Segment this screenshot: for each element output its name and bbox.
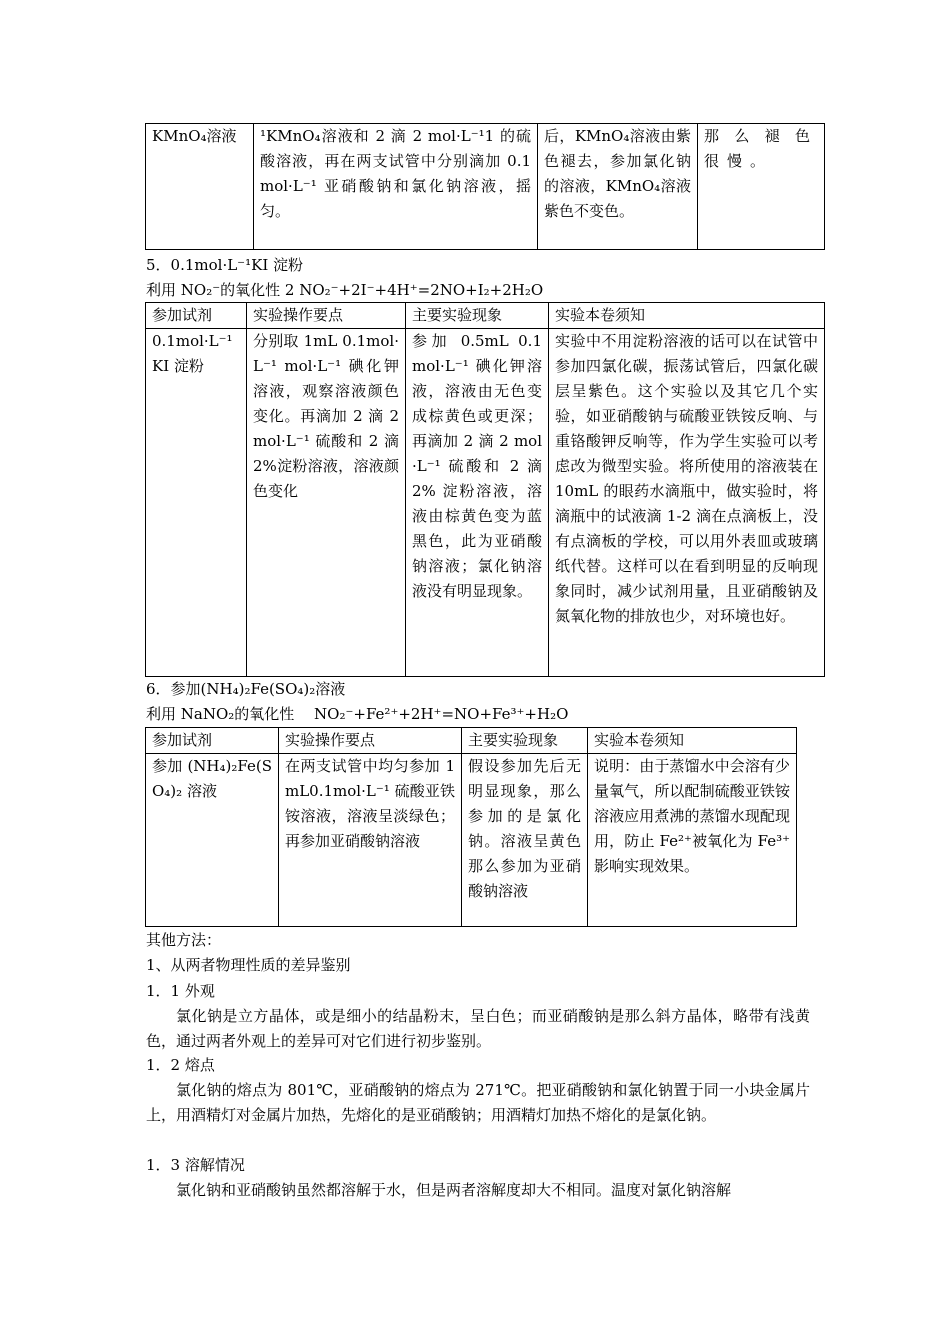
header-phenomenon: 主要实验现象 [406, 303, 549, 329]
section6-principle: 利用 NaNO₂的氧化性 NO₂⁻+Fe²⁺+2H⁺=NO+Fe³⁺+H₂O [146, 705, 569, 723]
heading-solubility: 1．3 溶解情况 [146, 1156, 245, 1174]
header-operation: 实验操作要点 [247, 303, 406, 329]
cell-operation: 分别取 1mL 0.1mol·L⁻¹ mol·L⁻¹ 碘化钾溶液，观察溶液颜色变化。再滴加 2 滴 2 mol·L⁻¹ 硫酸和 2 滴 2%淀粉溶液，溶液颜色变化 [247, 329, 406, 677]
cell-phenomenon: 参加 0.5mL 0.1 mol·L⁻¹ 碘化钾溶液，溶液由无色变成棕黄色或更深；再滴加 2 滴 2 mol·L⁻¹ 硫酸和 2 滴 2% 淀粉溶液，溶液由棕黄色变为蓝黑色，此为亚硝酸钠溶液；氯化钠溶液没有明显现象。 [406, 329, 549, 677]
table-kmno4 [145, 123, 825, 250]
paragraph-solubility: 氯化钠和亚硝酸钠虽然都溶解于水，但是两者溶解度却大不相同。温度对氯化钠溶解 [176, 1181, 732, 1199]
table-ki-starch [145, 302, 825, 677]
heading-appearance: 1．1 外观 [146, 982, 215, 1000]
cell-notes: 说明：由于蒸馏水中会溶有少量氧气，所以配制硫酸亚铁铵溶液应用煮沸的蒸馏水现配现用，防止 Fe²⁺被氧化为 Fe³⁺影响实现效果。 [588, 754, 797, 927]
header-reagent: 参加试剂 [146, 303, 247, 329]
cell-notes: 那么褪色很慢。 [698, 124, 825, 250]
cell-operation: 在两支试管中均匀参加 1mL0.1mol·L⁻¹ 硫酸亚铁铵溶液，溶液呈淡绿色；再参加亚硝酸钠溶液 [279, 754, 462, 927]
cell-phenomenon: 假设参加先后无明显现象，那么参加的是氯化钠。溶液呈黄色那么参加为亚硝酸钠溶液 [462, 754, 588, 927]
header-notes: 实验本卷须知 [549, 303, 825, 329]
heading-melting-point: 1．2 熔点 [146, 1056, 215, 1074]
header-operation: 实验操作要点 [279, 728, 462, 754]
cell-reagent: KMnO₄溶液 [146, 124, 254, 250]
cell-phenomenon: 后，KMnO₄溶液由紫色褪去，参加氯化钠的溶液，KMnO₄溶液紫色不变色。 [538, 124, 698, 250]
header-notes: 实验本卷须知 [588, 728, 797, 754]
paragraph-melting-point: 氯化钠的熔点为 801℃，亚硝酸钠的熔点为 271℃。把亚硝酸钠和氯化钠置于同一小块金属片上，用酒精灯对金属片加热，先熔化的是亚硝酸钠；用酒精灯加热不熔化的是氯化钠。 [146, 1081, 810, 1124]
section6-heading: 6．参加(NH₄)₂Fe(SO₄)₂溶液 [146, 680, 346, 698]
paragraph-appearance: 氯化钠是立方晶体，或是细小的结晶粉末，呈白色；而亚硝酸钠是那么斜方晶体，略带有浅黄色，通过两者外观上的差异可对它们进行初步鉴别。 [146, 1007, 810, 1050]
cell-notes: 实验中不用淀粉溶液的话可以在试管中参加四氯化碳，振荡试管后，四氯化碳层呈紫色。这个实验以及其它几个实验，如亚硝酸钠与硫酸亚铁铵反响、与重铬酸钾反响等，作为学生实验可以考虑改为微型实验。将所使用的溶液装在 10mL 的眼药水滴瓶中，做实验时，将滴瓶中的试液滴 1-2 滴在点滴板上，没有点滴板的学校，可以用外表皿或玻璃纸代替。这样可以在看到明显的反响现象同时，减少试剂用量，且亚硝酸钠及氮氧化物的排放也少，对环境也好。 [549, 329, 825, 677]
table-ferrous-ammonium-sulfate [145, 727, 797, 927]
cell-reagent: 参加 (NH₄)₂Fe(SO₄)₂ 溶液 [146, 754, 279, 927]
section5-principle: 利用 NO₂⁻的氧化性 2 NO₂⁻+2I⁻+4H⁺=2NO+I₂+2H₂O [146, 281, 544, 299]
section5-heading: 5．0.1mol·L⁻¹KI 淀粉 [146, 256, 304, 274]
section-physical-properties: 1、从两者物理性质的差异鉴别 [146, 956, 351, 974]
header-reagent: 参加试剂 [146, 728, 279, 754]
header-phenomenon: 主要实验现象 [462, 728, 588, 754]
cell-operation: ¹KMnO₄溶液和 2 滴 2 mol·L⁻¹1 的硫酸溶液，再在两支试管中分别滴加 0.1 mol·L⁻¹ 亚硝酸钠和氯化钠溶液，摇匀。 [254, 124, 538, 250]
other-methods-title: 其他方法： [146, 931, 222, 949]
cell-reagent: 0.1mol·L⁻¹ KI 淀粉 [146, 329, 247, 677]
